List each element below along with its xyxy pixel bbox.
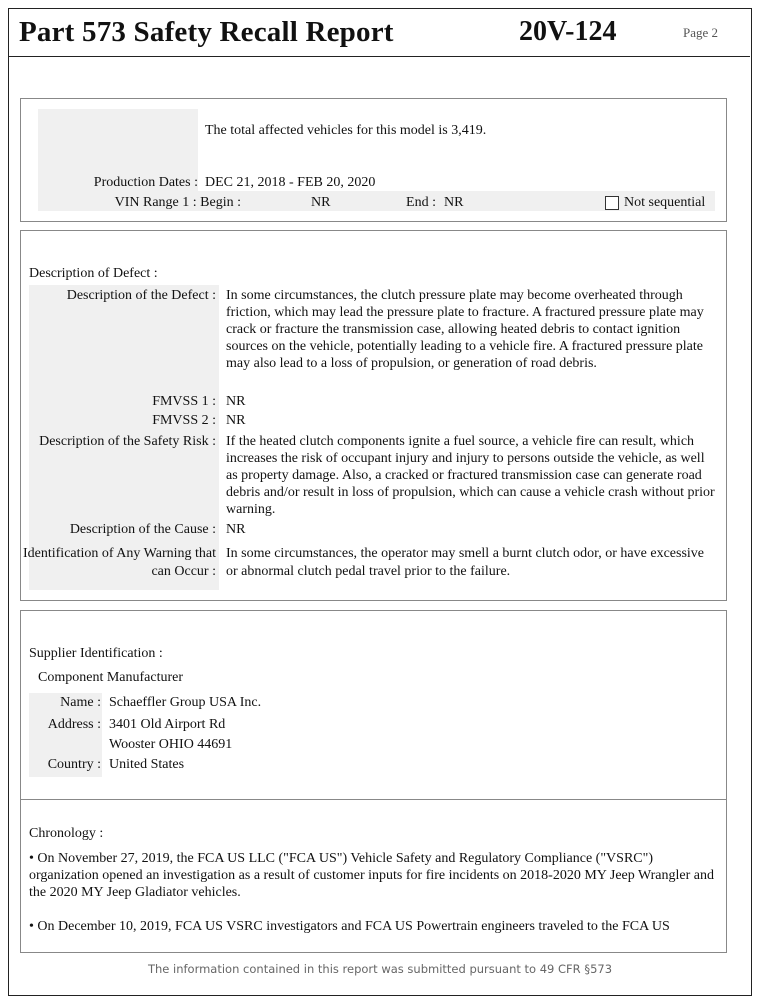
report-footer: The information contained in this report was submitted pursuant to 49 CFR §573 — [147, 962, 613, 976]
production-dates-label: Production Dates : — [93, 175, 198, 190]
defect-row-label: Description of the Defect : — [66, 288, 216, 303]
defect-row-label: Identification of Any Warning that can Occur : — [22, 546, 216, 579]
vin-end-label: End : — [406, 195, 436, 210]
defect-row-value: In some circumstances, the clutch pressure plate may become overheated through friction, which may lead the pressure plate to fracture. A fractured pressure plate may crack or fracture the transmission case, allowing heated debris to contact ignition sources on the vehicle, potentially leading to a vehicle fire. A fractured pressure plate may also lead to a loss of propulsion, or generation of road debris. — [226, 288, 704, 371]
vin-end-value: NR — [444, 195, 464, 210]
vin-range-label: VIN Range 1 : Begin : — [114, 195, 241, 210]
chronology-section-title: Chronology : — [29, 826, 104, 841]
defect-row-value: If the heated clutch components ignite a fuel source, a vehicle fire can result, which increases the risk of occupant injury and injury to persons outside the vehicle, as well as property damage. Also, a cracked or fractured transmission case can generate road debris and/or result in loss of propulsion, which can cause a vehicle crash without prior warning. — [226, 434, 715, 517]
recall-id: 20V-124 — [519, 16, 617, 47]
supplier-country-label: Country : — [47, 757, 101, 772]
defect-row-value: NR — [226, 522, 246, 537]
defect-row-value: In some circumstances, the operator may smell a burnt clutch odor, or have excessive or abnormal clutch pedal travel prior to the failure. — [226, 546, 704, 579]
supplier-section — [20, 610, 727, 800]
total-affected-text: The total affected vehicles for this model is 3,419. — [205, 123, 487, 138]
chronology-section — [20, 799, 727, 953]
defect-row-label: FMVSS 1 : — [152, 394, 216, 409]
vin-begin-value: NR — [311, 195, 331, 210]
defect-row-value: NR — [226, 394, 246, 409]
supplier-country-value: United States — [109, 757, 185, 772]
supplier-address-line1: 3401 Old Airport Rd — [109, 717, 226, 732]
defect-section — [20, 230, 727, 601]
defect-row-label: Description of the Cause : — [69, 522, 216, 537]
not-sequential-label: Not sequential — [624, 195, 706, 210]
vehicle-info-section — [20, 98, 727, 222]
report-page — [8, 8, 752, 996]
not-sequential-checkbox[interactable] — [605, 196, 619, 210]
chronology-item: • On November 27, 2019, the FCA US LLC ("FCA US") Vehicle Safety and Regulatory Compliance ("VSRC") organization opened an investigation as a result of customer inputs for fire incidents on 2018-2020 MY Jeep Wrangler and the 2020 MY Jeep Gladiator vehicles. — [29, 851, 715, 900]
supplier-name-value: Schaeffler Group USA Inc. — [109, 695, 262, 710]
production-dates-value: DEC 21, 2018 - FEB 20, 2020 — [205, 175, 376, 190]
defect-row-label: Description of the Safety Risk : — [39, 434, 216, 449]
page-number: Page 2 — [682, 25, 718, 40]
supplier-address-line2: Wooster OHIO 44691 — [109, 737, 233, 752]
defect-row-value: NR — [226, 413, 246, 428]
supplier-section-title: Supplier Identification : — [29, 646, 163, 661]
defect-row-label: FMVSS 2 : — [152, 413, 216, 428]
supplier-address-label: Address : — [47, 717, 101, 732]
defect-section-title: Description of Defect : — [29, 266, 158, 281]
report-header — [9, 9, 750, 57]
chronology-item: • On December 10, 2019, FCA US VSRC investigators and FCA US Powertrain engineers traveled to the FCA US — [29, 919, 670, 934]
supplier-name-label: Name : — [60, 695, 101, 710]
report-title: Part 573 Safety Recall Report — [19, 16, 394, 48]
component-manufacturer-heading: Component Manufacturer — [38, 670, 184, 685]
